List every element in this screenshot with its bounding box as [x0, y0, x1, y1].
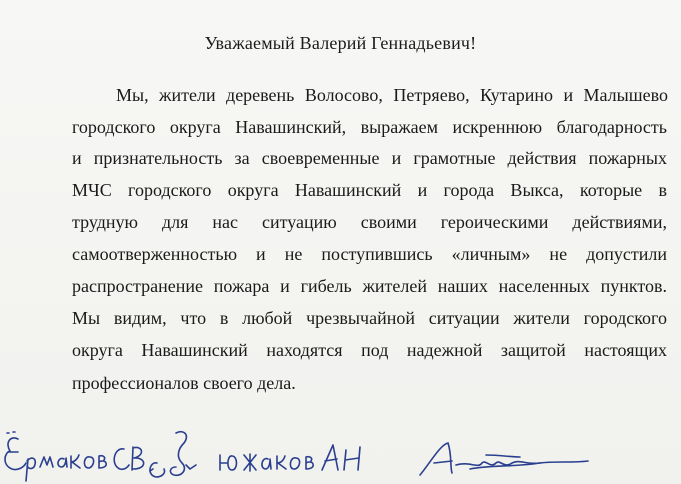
letter-line-5: трудную для нас ситуацию своими героическими действиями,: [72, 212, 667, 232]
letter-line-6: самоотверженностью и не поступившись «личным» не допустили: [72, 244, 667, 264]
letter-salutation: Уважаемый Валерий Геннадьевич!: [204, 33, 477, 53]
signature-flourish: [420, 443, 588, 475]
letter-line-10: профессионалов своего дела.: [72, 373, 296, 393]
letter-line-2: городского округа Навашинский, выражаем искреннюю благодарность: [72, 117, 667, 137]
letter-line-1: Мы, жители деревень Волосово, Петряево, Кутарино и Малышево: [116, 85, 668, 105]
signature-area: [0, 425, 681, 484]
letter-line-9: округа Навашинский находятся под надежной защитой настоящих: [72, 340, 667, 360]
letter-line-4: МЧС городского округа Навашинский и города Выкса, которые в: [72, 180, 667, 200]
signature-yuzhakov: [170, 432, 360, 476]
letter-line-8: Мы видим, что в любой чрезвычайной ситуации жители городского: [72, 308, 667, 328]
signature-ermakov: [5, 432, 165, 481]
letter-line-3: и признательность за своевременные и грамотные действия пожарных: [72, 148, 667, 168]
letter-line-7: распространение пожара и гибель жителей наших населенных пунктов.: [72, 276, 667, 296]
